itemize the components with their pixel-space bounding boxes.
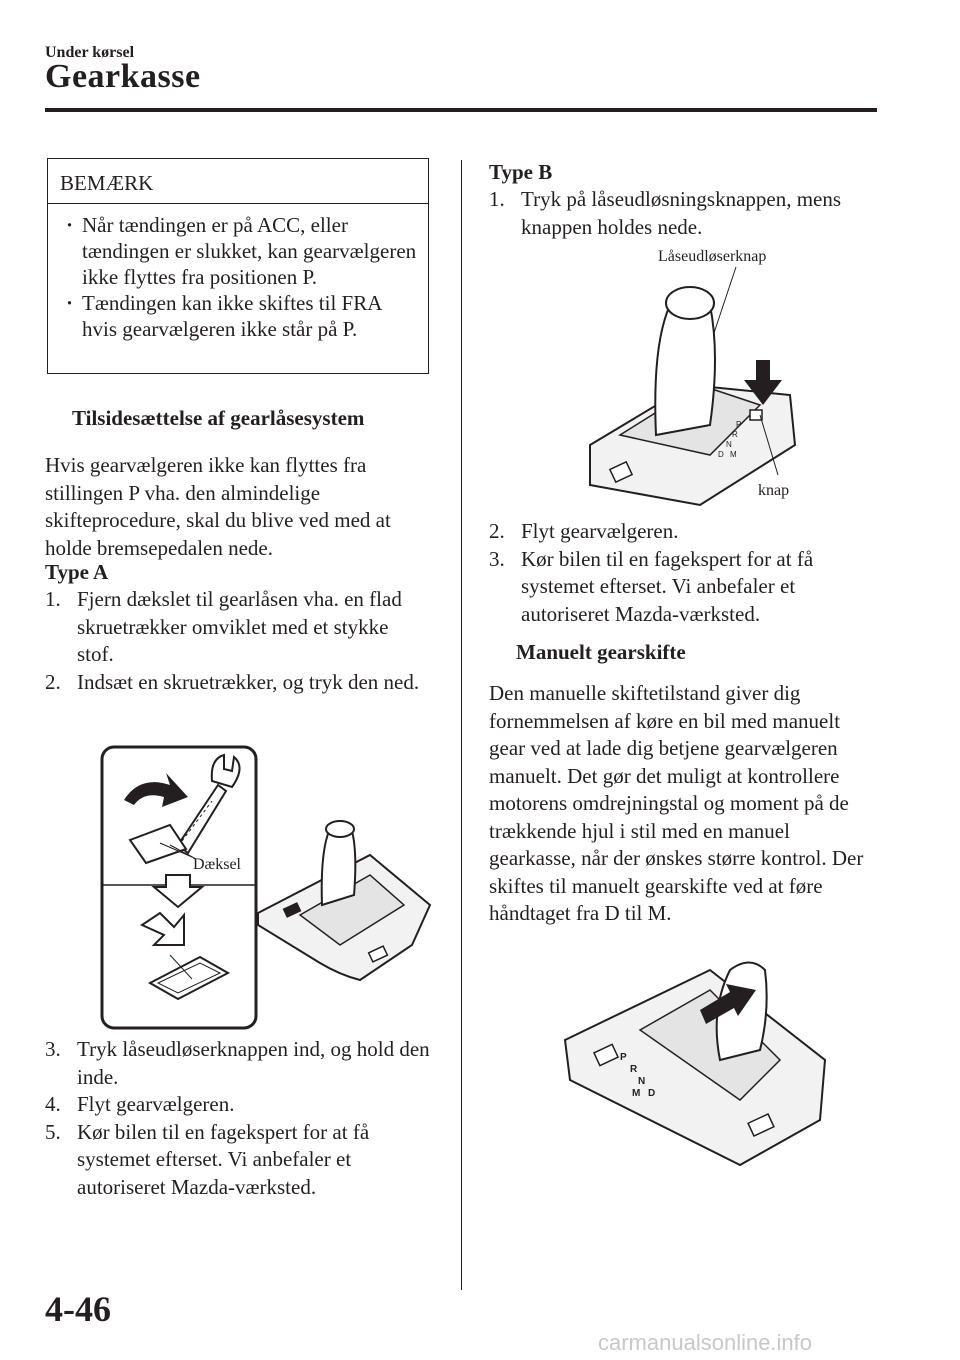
step-2: 2. Indsæt en skruetrækker, og tryk den ned. [45,669,420,694]
note-box [47,158,429,374]
down-arrow-icon [154,875,202,907]
cover-icon [130,825,186,863]
gear-n: N [638,1076,646,1087]
paragraph-override: Hvis gearvælgeren ikke kan flyttes fra stillingen P vha. den almindelige skifteprocedure, skal du blive ved med at holde bremsepedalen nede. [45,453,391,560]
gear-r: R [630,1064,638,1075]
gear-d: D [648,1088,656,1099]
gear-p: P [736,420,742,429]
release-button-label: Låseudløserknap [658,248,767,265]
note-body [48,204,428,342]
figure-manual-shift [560,950,830,1170]
gear-n: N [726,440,732,449]
note-heading: BEMÆRK [48,159,428,204]
section-label: Under kørsel [45,44,135,61]
figure-type-b [560,245,810,510]
title-rule [45,108,877,112]
gear-r: R [732,430,738,439]
gear-m: M [730,450,737,459]
column-divider [461,160,462,1290]
steps-b-first [489,186,874,241]
step-3: 3. Tryk låseudløserknappen ind, og hold den inde. [45,1037,430,1089]
subheading-override: Tilsidesættelse af gearlåsesystem [72,406,365,430]
gear-d: D [718,450,724,459]
steps-b-second [489,518,874,628]
step-4: 4. Flyt gearvælgeren. [45,1092,235,1116]
cover-label: Dæksel [193,856,241,873]
page-number: 4-46 [45,1289,111,1329]
button-label: knap [758,482,790,499]
steps-a-first [45,586,430,696]
gear-m: M [632,1088,641,1099]
note-bullet: · Når tændingen er på ACC, eller tændingen er slukket, kan gearvælgeren ikke flyttes fra positionen P. [60,212,418,290]
step-1: 1. Fjern dækslet til gearlåsen vha. en flad skruetrækker omviklet med et stykke stof. [45,587,402,666]
step-5: 5. Kør bilen til en fagekspert for at få systemet efterset. Vi anbefaler et autoriseret Mazda-værksted. [45,1119,370,1199]
type-a-heading: Type A [45,560,109,584]
type-b-heading: Type B [489,160,553,184]
steps-a-second [45,1036,430,1201]
step-b2: 2. Flyt gearvælgeren. [489,519,679,543]
manual-shift-paragraph: Den manuelle skiftetilstand giver dig fornemmelsen af køre en bil med manuelt gear ved at lade dig betjene gearvælgeren manuelt. Det gør det muligt at kontrollere motorens omdrejningstal og moment på de trækkende hjul i stil med en manuel gearkasse, når der ønskes større kontrol. Der skiftes til manuelt gearskifte ved at føre håndtaget fra D til M. [489,681,864,925]
page-title: Gearkasse [45,58,201,95]
slot-icon [150,957,228,999]
gear-p: P [620,1052,627,1063]
manual-shift-heading: Manuelt gearskifte [516,640,686,664]
lift-arrow-icon [124,773,188,807]
note-bullet: · Tændingen kan ikke skiftes til FRA hvis gearvælgeren ikke står på P. [60,290,418,342]
watermark: carmanualsonline.info [598,1330,813,1355]
step-b1: 1. Tryk på låseudløsningsknappen, mens knappen holdes nede. [489,187,842,239]
step-b3: 3. Kør bilen til en fagekspert for at få systemet efterset. Vi anbefaler et autoriseret Mazda-værksted. [489,546,814,626]
figure-type-a [100,745,432,1030]
press-arrow-icon [142,913,184,945]
